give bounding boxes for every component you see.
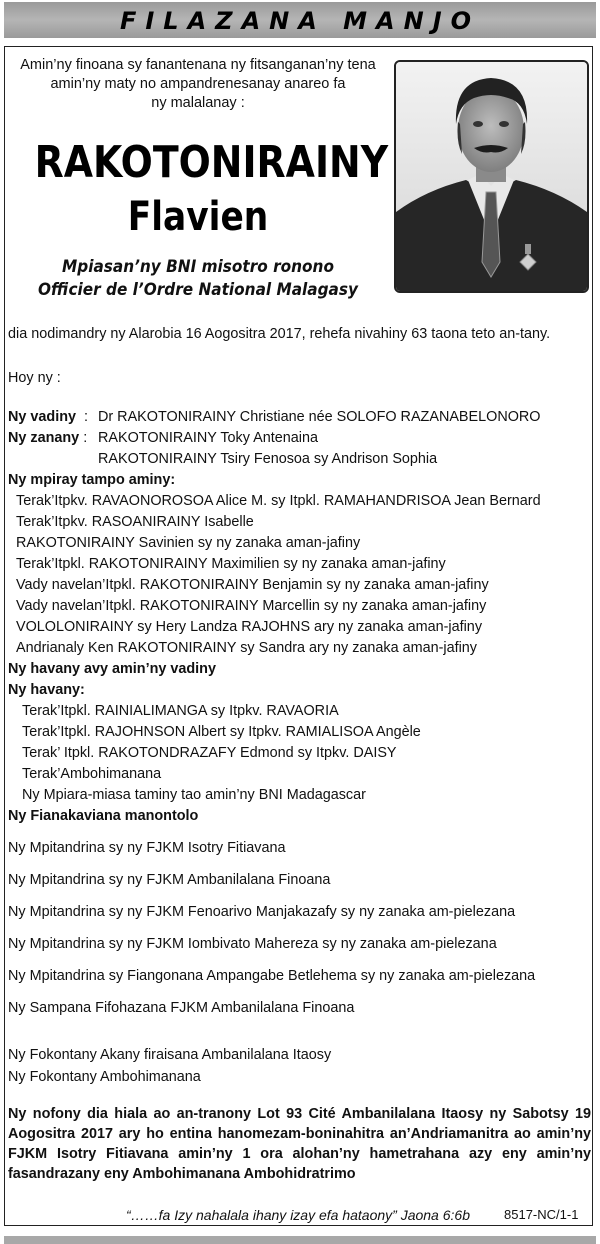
sibling-name: Terak’Itpkl. RAKOTONIRAINY Maximilien sy ny zanaka aman-jafiny [16,556,446,572]
fokontany-item: Ny Fokontany Akany firaisana Ambanilalana Itaosy [8,1047,332,1063]
spouse-name: Dr RAKOTONIRAINY Christiane née SOLOFO RAZANABELONORO [98,409,541,425]
siblings-label: Ny mpiray tampo aminy: [8,472,176,488]
sibling-name: Terak’Itpkv. RASOANIRAINY Isabelle [16,514,254,530]
hoy-ny-label: Hoy ny : [8,370,61,386]
community-item: Ny Mpitandrina sy ny FJKM Ambanilalana Finoana [8,872,331,888]
portrait-illustration [396,62,587,291]
relative-name: Terak’Ambohimanana [22,766,162,782]
children-row [8,429,318,447]
intro-text [8,56,388,113]
deceased-title: Mpiasan’ny BNI misotro ronono [62,257,334,277]
relative-name: Terak’Itpkl. RAINIALIMANGA sy Itpkv. RAVAORIA [22,703,339,719]
spouse-label: Ny vadiny : [8,409,88,425]
funeral-details: Ny nofony dia hiala ao an-tranony Lot 93 Cité Ambanilalana Itaosy ny Sabotsy 19 Aogositra 2017 ary ho entina hanomezam-boninahitra an’Andriamanitra ao amin’ny FJKM Isotry Fitiavana amin’ny 1 ora alohan’ny hametrahana azy eny amin’ny fasandrazany eny Ambohimanana Ambohidratrimo [8,1106,591,1182]
relatives-label: Ny havany: [8,682,85,698]
sibling-name: RAKOTONIRAINY Savinien sy ny zanaka aman-jafiny [16,535,361,551]
spouse-relatives-label: Ny havany avy amin’ny vadiny [8,661,216,677]
child-name: RAKOTONIRAINY Toky Antenaina [98,430,318,446]
relative-name: Terak’Itpkl. RAJOHNSON Albert sy Itpkv. RAMIALISOA Angèle [22,724,421,740]
spouse-row [8,408,541,426]
community-item: Ny Sampana Fifohazana FJKM Ambanilalana Finoana [8,1000,355,1016]
community-item: Ny Mpitandrina sy ny FJKM Iombivato Mahereza sy ny zanaka am-pielezana [8,936,497,952]
sibling-name: VOLOLONIRAINY sy Hery Landza RAJOHNS ary ny zanaka aman-jafiny [16,619,483,635]
relative-name: Terak’ Itpkl. RAKOTONDRAZAFY Edmond sy Itpkv. DAISY [22,745,397,761]
intro-line: Amin’ny finoana sy fanantenana ny fitsanganan’ny tena [20,57,376,73]
whole-family-label: Ny Fianakaviana manontolo [8,808,199,824]
relative-name: Ny Mpiara-miasa taminy tao amin’ny BNI Madagascar [22,787,366,803]
deceased-surname: RAKOTONIRAINY [34,137,389,188]
deceased-firstname: Flavien [127,194,269,240]
sibling-name: Vady navelan’Itpkl. RAKOTONIRAINY Marcellin sy ny zanaka aman-jafiny [16,598,487,614]
fokontany-item: Ny Fokontany Ambohimanana [8,1069,201,1085]
notice-reference: 8517-NC/1-1 [504,1207,579,1222]
deceased-portrait [394,60,589,293]
sibling-name: Andrianaly Ken RAKOTONIRAINY sy Sandra ary ny zanaka aman-jafiny [16,640,477,656]
community-item: Ny Mpitandrina sy ny FJKM Isotry Fitiavana [8,840,286,856]
deceased-title: Officier de l’Ordre National Malagasy [38,280,358,300]
children-label: Ny zanany : [8,430,88,446]
sibling-name: Vady navelan’Itpkl. RAKOTONIRAINY Benjamin sy ny zanaka aman-jafiny [16,577,489,593]
notice-title: FILAZANA MANJO [119,7,481,35]
intro-line: amin’ny maty no ampandrenesanay anareo fa [50,76,346,92]
child-name: RAKOTONIRAINY Tsiry Fenosoa sy Andrison Sophia [98,451,438,467]
community-item: Ny Mpitandrina sy ny FJKM Fenoarivo Manjakazafy sy ny zanaka am-pielezana [8,904,516,920]
death-notice: dia nodimandry ny Alarobia 16 Aogositra 2017, rehefa nivahiny 63 taona teto an-tany. [8,326,551,342]
footer-bar [4,1236,596,1244]
intro-line: ny malalanay : [151,95,245,111]
bible-verse: “……fa Izy nahalala ihany izay efa hataony” Jaona 6:6b [126,1207,470,1223]
sibling-name: Terak’Itpkv. RAVAONOROSOA Alice M. sy Itpkl. RAMAHANDRISOA Jean Bernard [16,493,541,509]
header-banner [4,2,596,38]
community-item: Ny Mpitandrina sy Fiangonana Ampangabe Betlehema sy ny zanaka am-pielezana [8,968,536,984]
